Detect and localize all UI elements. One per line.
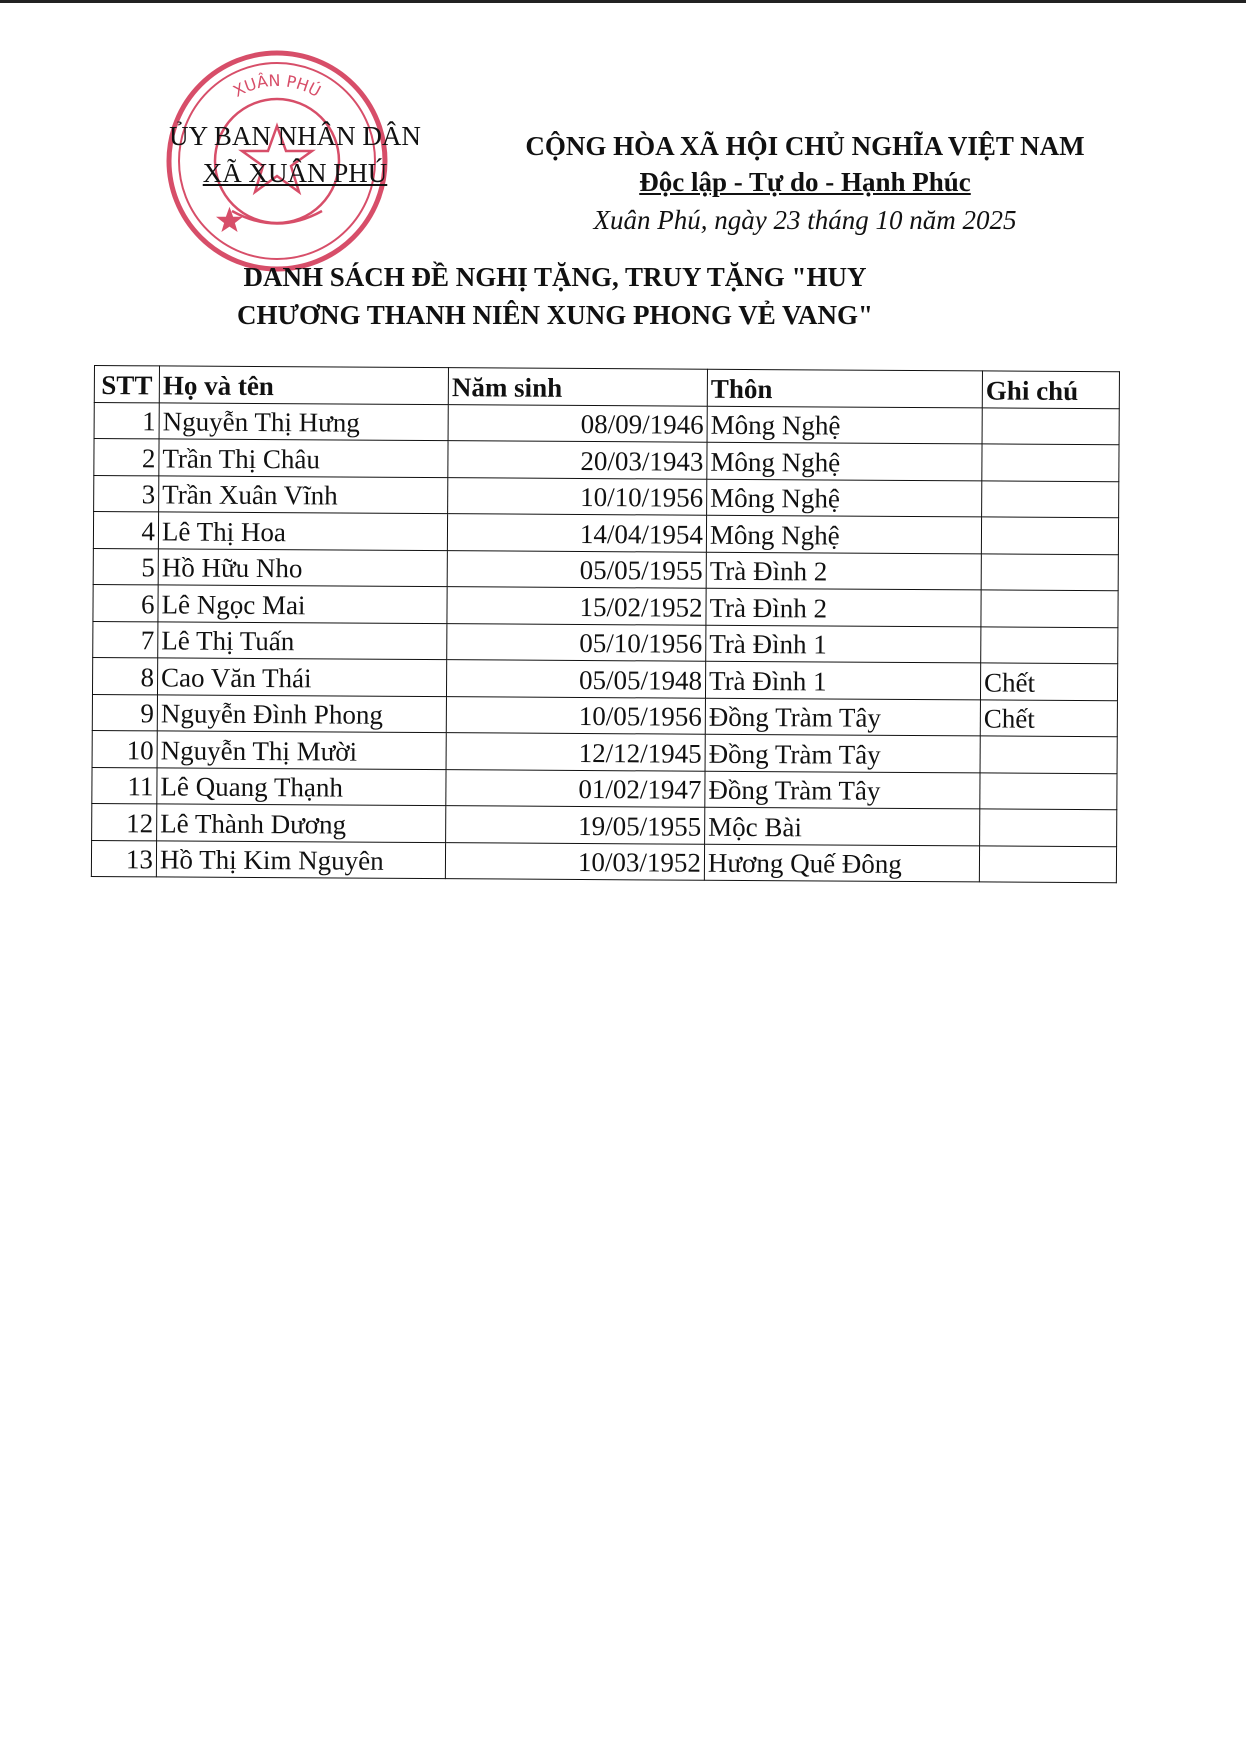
header-birth-date: Năm sinh bbox=[448, 368, 707, 406]
row-stt: 2 bbox=[94, 439, 159, 476]
row-stt: 11 bbox=[92, 767, 157, 804]
row-birth-date: 20/03/1943 bbox=[448, 441, 707, 479]
row-note bbox=[982, 407, 1119, 444]
header-stt: STT bbox=[94, 366, 159, 403]
table-row bbox=[94, 402, 1119, 445]
row-birth-date: 19/05/1955 bbox=[446, 806, 705, 844]
row-name: Lê Quang Thạnh bbox=[157, 767, 446, 805]
table-row bbox=[93, 584, 1118, 627]
row-village: Mông Nghệ bbox=[707, 442, 982, 480]
row-name: Nguyễn Đình Phong bbox=[157, 694, 446, 732]
right-header bbox=[505, 128, 1105, 240]
row-village: Trà Đình 1 bbox=[706, 625, 981, 663]
table-row bbox=[92, 657, 1117, 700]
country-name: CỘNG HÒA XÃ HỘI CHỦ NGHĨA VIỆT NAM bbox=[525, 131, 1085, 161]
row-stt: 3 bbox=[94, 475, 159, 512]
row-note bbox=[980, 809, 1117, 846]
row-stt: 6 bbox=[93, 584, 158, 621]
row-birth-date: 12/12/1945 bbox=[446, 733, 705, 771]
table-row bbox=[93, 548, 1118, 591]
row-stt: 10 bbox=[92, 730, 157, 767]
scan-edge bbox=[0, 0, 1246, 3]
row-stt: 5 bbox=[93, 548, 158, 585]
row-name: Hồ Thị Kim Nguyên bbox=[156, 840, 445, 878]
table-row bbox=[94, 475, 1119, 518]
row-village: Mông Nghệ bbox=[707, 406, 982, 444]
row-note bbox=[981, 626, 1118, 663]
row-birth-date: 08/09/1946 bbox=[448, 404, 707, 442]
row-stt: 4 bbox=[93, 512, 158, 549]
row-village: Trà Đình 1 bbox=[705, 661, 980, 699]
row-note: Chết bbox=[980, 663, 1117, 700]
row-stt: 9 bbox=[92, 694, 157, 731]
table-row bbox=[92, 694, 1117, 737]
svg-text:XUÂN PHÚ bbox=[230, 71, 324, 101]
row-name: Nguyễn Thị Mười bbox=[157, 731, 446, 769]
row-note: Chết bbox=[980, 699, 1117, 736]
row-birth-date: 05/05/1955 bbox=[447, 550, 706, 588]
national-motto: Độc lập - Tự do - Hạnh Phúc bbox=[639, 167, 971, 197]
row-village: Đồng Tràm Tây bbox=[705, 771, 980, 809]
header-note: Ghi chú bbox=[982, 371, 1119, 408]
table-row bbox=[92, 730, 1117, 773]
header-village: Thôn bbox=[707, 369, 982, 407]
header-name: Họ và tên bbox=[159, 366, 448, 404]
row-village: Mông Nghệ bbox=[706, 515, 981, 553]
table-row bbox=[93, 621, 1118, 664]
row-birth-date: 05/10/1956 bbox=[447, 623, 706, 661]
row-birth-date: 05/05/1948 bbox=[446, 660, 705, 698]
row-birth-date: 10/05/1956 bbox=[446, 696, 705, 734]
table-header-row bbox=[94, 366, 1119, 409]
row-birth-date: 10/10/1956 bbox=[448, 477, 707, 515]
row-note bbox=[979, 845, 1116, 882]
row-note bbox=[982, 444, 1119, 481]
row-name: Hồ Hữu Nho bbox=[158, 548, 447, 586]
row-name: Lê Thị Tuấn bbox=[158, 621, 447, 659]
row-village: Trà Đình 2 bbox=[706, 552, 981, 590]
row-stt: 1 bbox=[94, 402, 159, 439]
row-birth-date: 10/03/1952 bbox=[445, 842, 704, 880]
row-name: Lê Ngọc Mai bbox=[158, 585, 447, 623]
row-birth-date: 15/02/1952 bbox=[447, 587, 706, 625]
row-village: Hương Quế Đông bbox=[704, 844, 979, 882]
row-village: Mông Nghệ bbox=[707, 479, 982, 517]
table-row bbox=[93, 512, 1118, 555]
row-stt: 7 bbox=[93, 621, 158, 658]
row-note bbox=[980, 772, 1117, 809]
document-title bbox=[180, 258, 930, 334]
row-stt: 8 bbox=[92, 657, 157, 694]
row-village: Đồng Tràm Tây bbox=[705, 734, 980, 772]
table-row bbox=[92, 767, 1117, 810]
table-body bbox=[91, 402, 1119, 883]
nominee-table bbox=[91, 365, 1120, 883]
row-name: Trần Xuân Vĩnh bbox=[159, 475, 448, 513]
table-row bbox=[92, 803, 1117, 846]
row-note bbox=[981, 590, 1118, 627]
row-note bbox=[981, 553, 1118, 590]
commune-name: XÃ XUÂN PHÚ bbox=[202, 158, 388, 188]
row-name: Trần Thị Châu bbox=[159, 439, 448, 477]
row-village: Mộc Bài bbox=[705, 807, 980, 845]
title-line-2: CHƯƠNG THANH NIÊN XUNG PHONG VẺ VANG" bbox=[236, 300, 874, 330]
authority-name: ỦY BAN NHÂN DÂN bbox=[169, 121, 421, 151]
row-stt: 12 bbox=[92, 803, 157, 840]
row-stt: 13 bbox=[91, 840, 156, 877]
row-note bbox=[982, 480, 1119, 517]
row-name: Cao Văn Thái bbox=[157, 658, 446, 696]
seal-text: XUÂN PHÚ bbox=[229, 70, 324, 101]
row-birth-date: 14/04/1954 bbox=[447, 514, 706, 552]
left-header bbox=[150, 118, 440, 192]
row-name: Lê Thành Dương bbox=[157, 804, 446, 842]
date-line: Xuân Phú, ngày 23 tháng 10 năm 2025 bbox=[593, 205, 1017, 235]
table-row bbox=[94, 439, 1119, 482]
row-name: Lê Thị Hoa bbox=[158, 512, 447, 550]
row-village: Trà Đình 2 bbox=[706, 588, 981, 626]
row-birth-date: 01/02/1947 bbox=[446, 769, 705, 807]
row-note bbox=[980, 736, 1117, 773]
row-name: Nguyễn Thị Hưng bbox=[159, 402, 448, 440]
row-village: Đồng Tràm Tây bbox=[705, 698, 980, 736]
row-note bbox=[981, 517, 1118, 554]
title-line-1: DANH SÁCH ĐỀ NGHỊ TẶNG, TRUY TẶNG "HUY bbox=[243, 262, 867, 292]
table-row bbox=[91, 840, 1116, 883]
